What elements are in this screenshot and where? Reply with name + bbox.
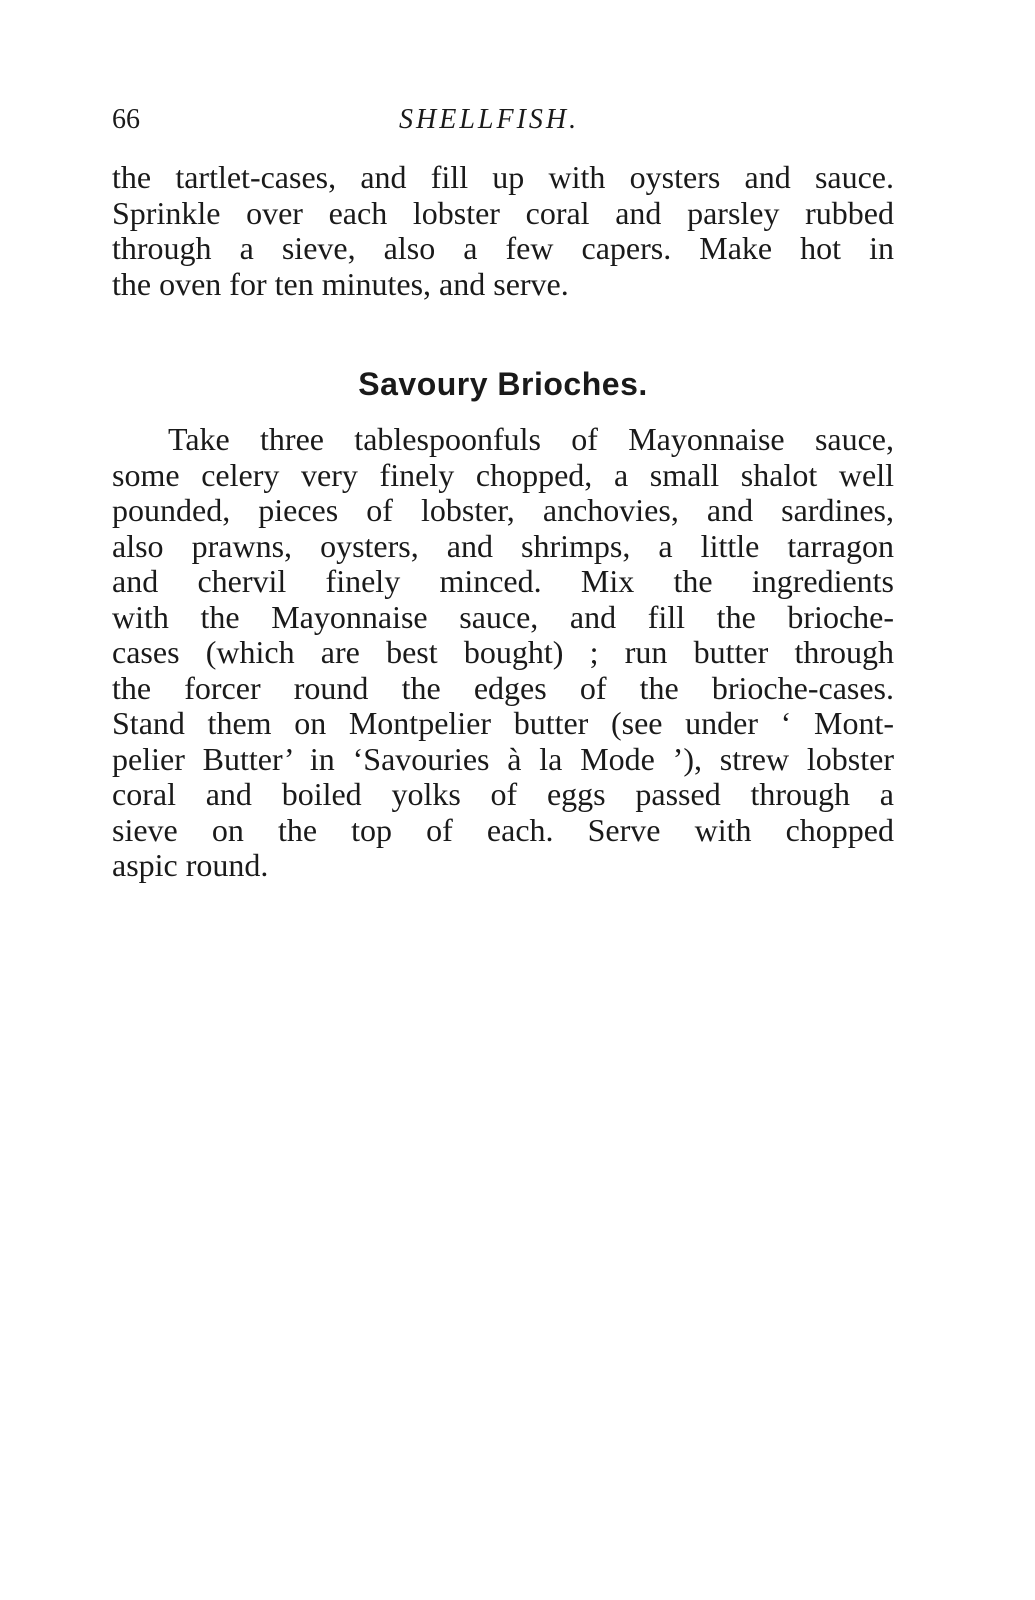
running-head: [112, 104, 902, 144]
text-line: pounded, pieces of lobster, anchovies, and sardines,: [112, 492, 894, 528]
text-line: Stand them on Montpelier butter (see under ‘ Mont-: [112, 705, 894, 741]
text-line: cases (which are best bought) ; run butter through: [112, 634, 894, 670]
text-line: the tartlet-cases, and fill up with oysters and sauce.: [112, 159, 894, 195]
text-line: pelier Butter’ in ‘Savouries à la Mode ’), strew lobster: [112, 740, 894, 777]
text-line: some celery very finely chopped, a small shalot well: [112, 456, 894, 493]
text-line: coral and boiled yolks of eggs passed through a: [112, 776, 894, 812]
recipe-paragraph: [112, 422, 894, 884]
recipe-title: Savoury Brioches.: [358, 366, 648, 402]
text-line: Sprinkle over each lobster coral and parsley rubbed: [112, 194, 894, 231]
text-line: Take three tablespoonfuls of Mayonnaise sauce,: [168, 421, 894, 457]
page-number: 66: [112, 104, 140, 135]
text-line: with the Mayonnaise sauce, and fill the brioche-: [112, 598, 894, 635]
continued-paragraph: [112, 160, 894, 302]
text-line: the oven for ten minutes, and serve.: [112, 265, 569, 302]
text-line: through a sieve, also a few capers. Make hot in: [112, 230, 894, 266]
text-line: also prawns, oysters, and shrimps, a little tarragon: [112, 527, 894, 564]
text-line: and chervil finely minced. Mix the ingredients: [112, 563, 894, 599]
text-line: sieve on the top of each. Serve with chopped: [112, 811, 894, 848]
text-line: aspic round.: [112, 847, 269, 883]
running-title: SHELLFISH.: [399, 104, 580, 135]
text-line: the forcer round the edges of the brioche-cases.: [112, 669, 894, 706]
